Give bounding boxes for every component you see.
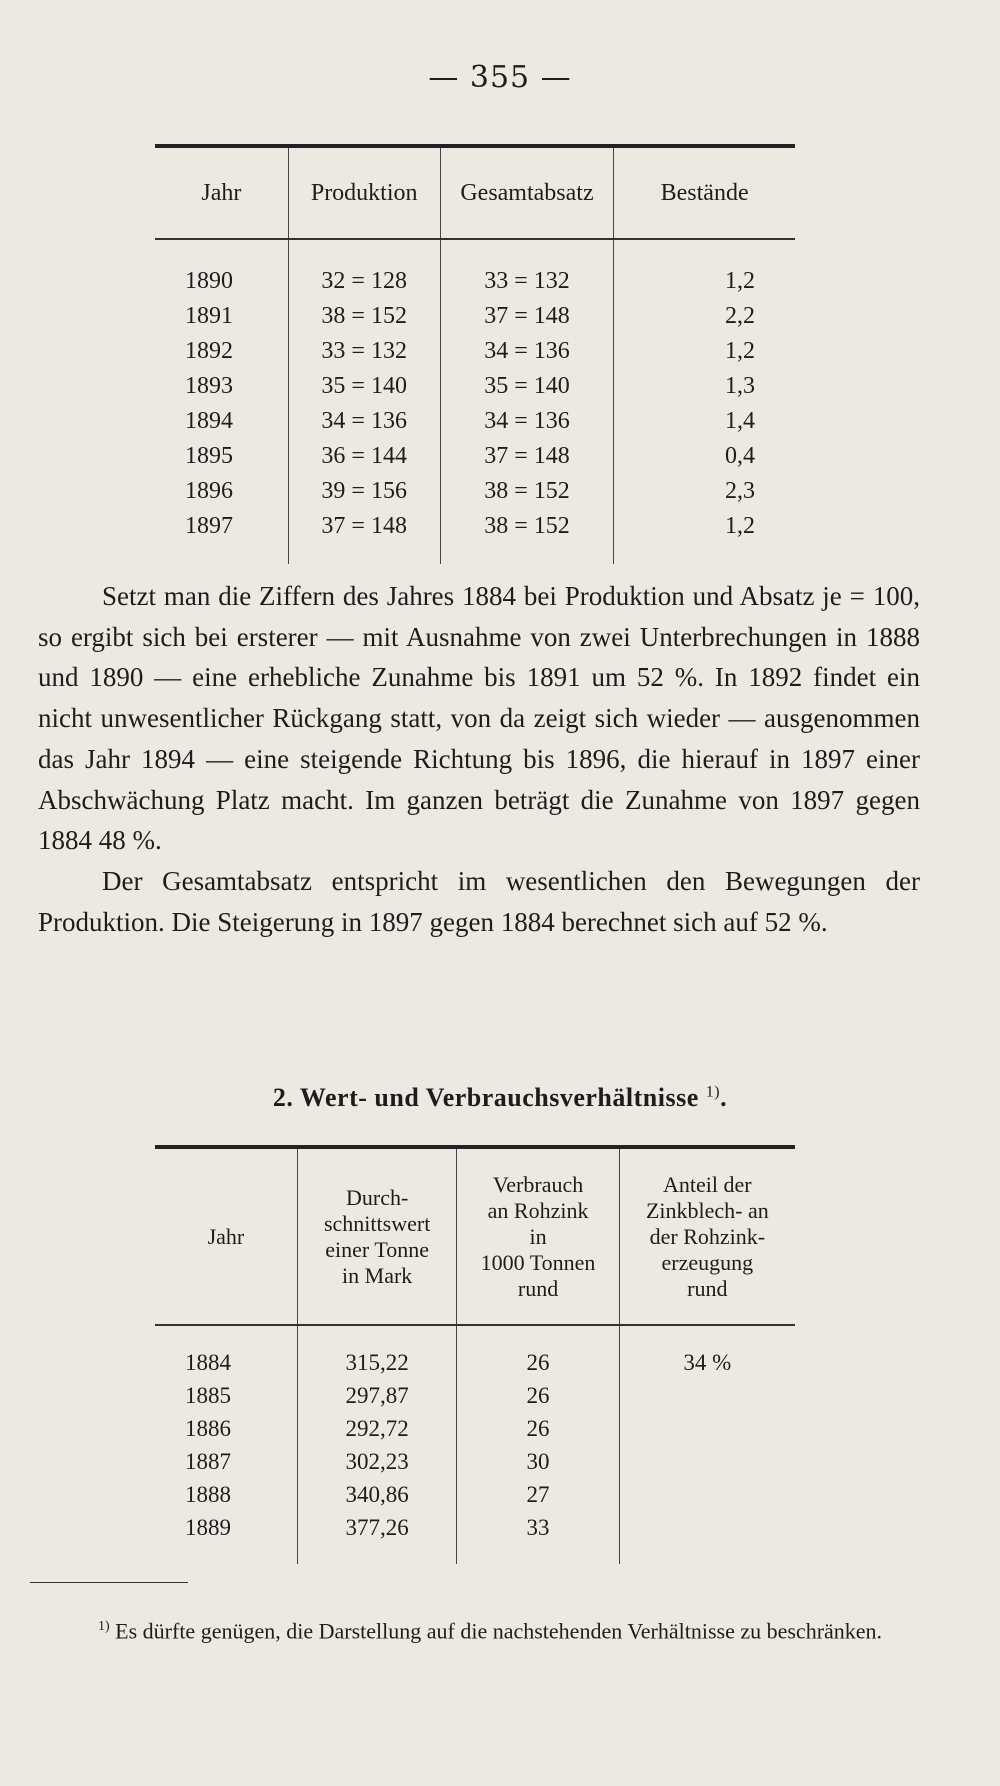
- table-row: [155, 299, 795, 334]
- column-header-anteil: [619, 1147, 795, 1325]
- cell-anteil: [619, 1445, 795, 1478]
- table-row: [155, 1445, 795, 1478]
- cell-year: 1895: [155, 439, 288, 474]
- cell-year: 1884: [155, 1325, 297, 1379]
- cell-produktion: 39 = 156: [288, 474, 440, 509]
- table-header-row: [155, 1147, 795, 1325]
- cell-gesamtabsatz: 35 = 140: [440, 369, 614, 404]
- cell-year: 1897: [155, 509, 288, 564]
- cell-year: 1891: [155, 299, 288, 334]
- cell-durchschnittswert: 340,86: [297, 1478, 457, 1511]
- cell-produktion: 37 = 148: [288, 509, 440, 564]
- cell-gesamtabsatz: 34 = 136: [440, 404, 614, 439]
- header-text: Jahr: [207, 1223, 245, 1249]
- cell-bestaende: 1,4: [725, 408, 755, 434]
- column-header-jahr: Jahr: [155, 146, 288, 239]
- cell-year: 1896: [155, 474, 288, 509]
- paragraph: Der Gesamtabsatz entspricht im wesentlichen den Bewegungen der Produktion. Die Steigerung in 1897 gegen 1884 berechnet sich auf 52 %.: [38, 865, 920, 937]
- footnote-text: Es dürfte genügen, die Darstellung auf die nachstehenden Verhältnisse zu beschränken.: [115, 1618, 883, 1644]
- cell-anteil: [619, 1511, 795, 1564]
- cell-durchschnittswert: 377,26: [297, 1511, 457, 1564]
- column-header-jahr: [155, 1147, 297, 1325]
- cell-year: 1890: [155, 239, 288, 299]
- column-header-verbrauch: [457, 1147, 619, 1325]
- table-row: [155, 474, 795, 509]
- cell-year: 1889: [155, 1511, 297, 1564]
- cell-anteil: [619, 1379, 795, 1412]
- column-header-bestaende: Bestände: [660, 179, 749, 206]
- value-consumption-table: [155, 1145, 795, 1564]
- column-header-durchschnittswert: [297, 1147, 457, 1325]
- cell-bestaende: 2,2: [725, 303, 755, 329]
- table-row: [155, 439, 795, 474]
- table-row: [155, 1412, 795, 1445]
- page-number: — 355 —: [428, 60, 572, 95]
- cell-durchschnittswert: 297,87: [297, 1379, 457, 1412]
- cell-year: 1888: [155, 1478, 297, 1511]
- cell-year: 1887: [155, 1445, 297, 1478]
- cell-verbrauch: 26: [457, 1379, 619, 1412]
- cell-year: 1892: [155, 334, 288, 369]
- cell-gesamtabsatz: 37 = 148: [440, 439, 614, 474]
- cell-anteil: 34 %: [683, 1349, 732, 1375]
- header-text: Anteil der Zinkblech- an der Rohzink- erzeugung rund: [645, 1171, 769, 1301]
- table-row: [155, 1325, 795, 1379]
- cell-bestaende: 1,3: [725, 373, 755, 399]
- section-heading: 2. Wert- und Verbrauchsverhältnisse $^{1)}$.: [272, 1083, 728, 1112]
- cell-anteil: [619, 1412, 795, 1445]
- header-text: Durch- schnittswert einer Tonne in Mark: [323, 1184, 431, 1288]
- cell-year: 1893: [155, 369, 288, 404]
- cell-produktion: 38 = 152: [288, 299, 440, 334]
- cell-gesamtabsatz: 33 = 132: [440, 239, 614, 299]
- cell-year: 1886: [155, 1412, 297, 1445]
- cell-durchschnittswert: 315,22: [297, 1325, 457, 1379]
- cell-durchschnittswert: 302,23: [297, 1445, 457, 1478]
- footnote-divider: [30, 1582, 188, 1583]
- cell-gesamtabsatz: 34 = 136: [440, 334, 614, 369]
- cell-verbrauch: 33: [457, 1511, 619, 1564]
- cell-year: 1885: [155, 1379, 297, 1412]
- cell-bestaende: 1,2: [725, 338, 755, 364]
- column-header-gesamtabsatz: Gesamtabsatz: [440, 146, 614, 239]
- table-header-row: [155, 146, 795, 239]
- cell-bestaende: 1,2: [725, 513, 755, 539]
- cell-gesamtabsatz: 38 = 152: [440, 509, 614, 564]
- body-text: [38, 576, 920, 942]
- cell-bestaende: 2,3: [725, 478, 755, 504]
- footnote-marker: 1): [98, 1619, 110, 1634]
- production-sales-table: [155, 144, 795, 564]
- table-row: [155, 404, 795, 439]
- column-header-produktion: Produktion: [288, 146, 440, 239]
- cell-verbrauch: 26: [457, 1325, 619, 1379]
- footnote-reference: 1): [705, 1083, 721, 1101]
- cell-gesamtabsatz: 38 = 152: [440, 474, 614, 509]
- table-row: [155, 1478, 795, 1511]
- cell-produktion: 34 = 136: [288, 404, 440, 439]
- footnote: [38, 1610, 918, 1647]
- cell-bestaende: 1,2: [725, 268, 755, 294]
- cell-produktion: 33 = 132: [288, 334, 440, 369]
- cell-year: 1894: [155, 404, 288, 439]
- section-heading-text: 2. Wert- und Verbrauchsverhältnisse: [272, 1083, 699, 1112]
- cell-verbrauch: 26: [457, 1412, 619, 1445]
- table-row: [155, 334, 795, 369]
- cell-verbrauch: 27: [457, 1478, 619, 1511]
- cell-bestaende: 0,4: [725, 443, 755, 469]
- cell-anteil: [619, 1478, 795, 1511]
- cell-produktion: 32 = 128: [288, 239, 440, 299]
- table-row: [155, 509, 795, 564]
- table-row: [155, 239, 795, 299]
- cell-verbrauch: 30: [457, 1445, 619, 1478]
- paragraph: Setzt man die Ziffern des Jahres 1884 bei Produktion und Absatz je = 100, so ergibt sich bei ersterer — mit Ausnahme von zwei Unterbrechungen in 1888 und 1890 — eine erhebliche Zunahme bis 1891 um 52 %. In 1892 findet ein nicht unwesentlicher Rückgang statt, von da zeigt sich wieder — ausgenommen das Jahr 1894 — eine steigende Richtung bis 1896, die hierauf in 1897 einer Abschwächung Platz macht. Im ganzen beträgt die Zunahme von 1897 gegen 1884 48 %.: [38, 581, 920, 856]
- cell-durchschnittswert: 292,72: [297, 1412, 457, 1445]
- cell-produktion: 35 = 140: [288, 369, 440, 404]
- table-row: [155, 1379, 795, 1412]
- header-text: Verbrauch an Rohzink in 1000 Tonnen rund: [480, 1171, 596, 1301]
- cell-produktion: 36 = 144: [288, 439, 440, 474]
- table-row: [155, 1511, 795, 1564]
- table-row: [155, 369, 795, 404]
- cell-gesamtabsatz: 37 = 148: [440, 299, 614, 334]
